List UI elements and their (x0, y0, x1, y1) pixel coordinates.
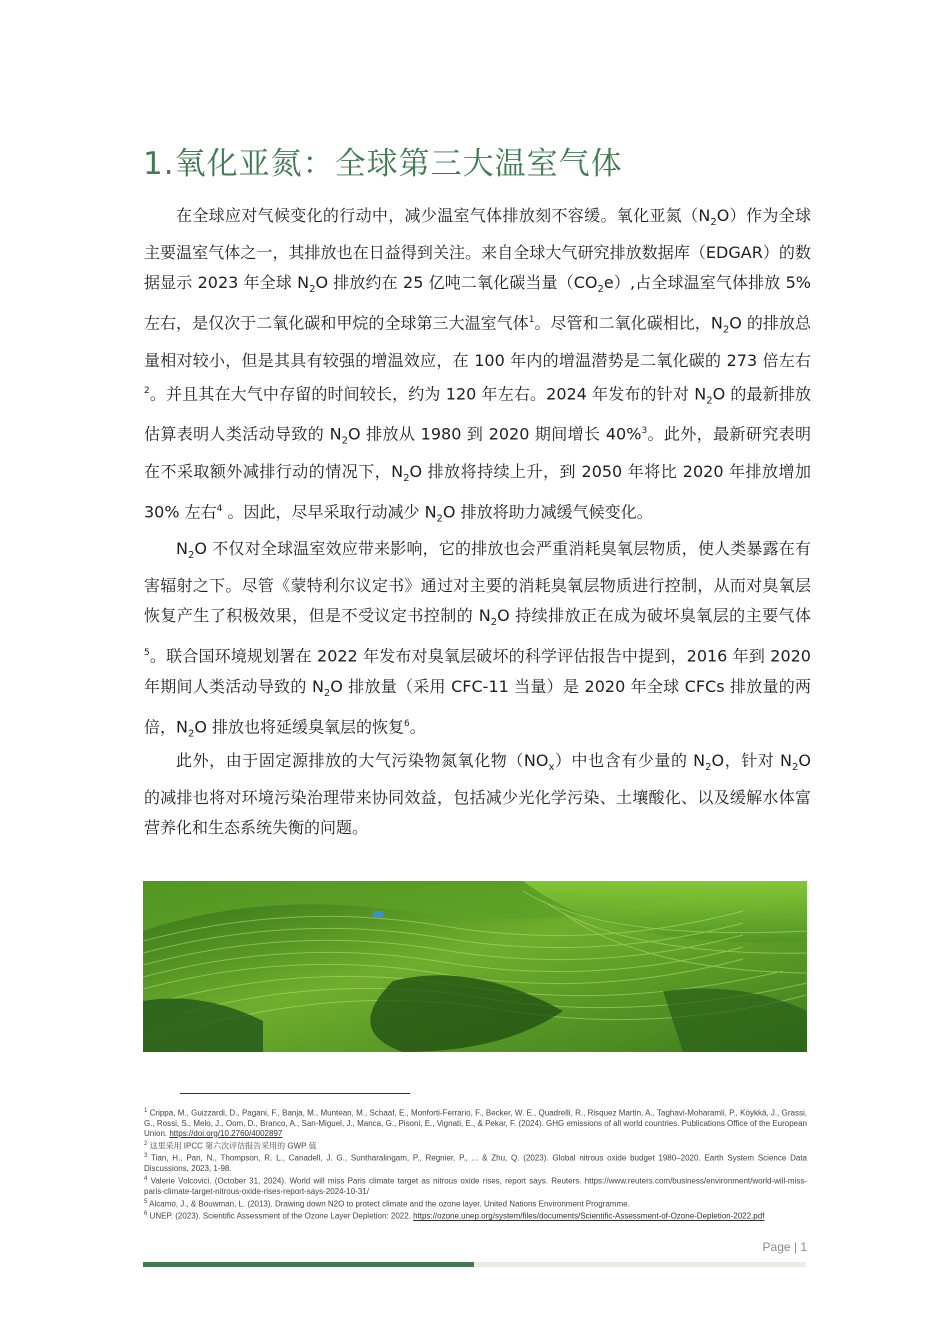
text-run: 此外，由于固定源排放的大气污染物氮氧化物（NO (176, 751, 549, 770)
subscript: 2 (341, 435, 348, 447)
subscript: 2 (187, 728, 195, 740)
footnote-link[interactable]: https://doi.org/10.2760/4002897 (169, 1128, 283, 1138)
footnote-text: Valerie Volcovici. (October 31, 2024). World will miss Paris climate target as nitrous oxide rises, report says. Reuters. https://www.reuters.com/business/environment/world-will-miss-paris-climate-target-nitrous-oxide-rises-report-says-2024-10-31/ (144, 1176, 807, 1196)
subscript: 2 (309, 284, 316, 296)
footnote (144, 1209, 807, 1222)
text-run: 。此外，最新研究表明在不采取额外减排行动的情况下，N (144, 424, 811, 481)
text-run: O 的最新排放估算表明人类活动导致的 N (144, 384, 811, 444)
footnote-number: 6 (144, 1211, 148, 1218)
text-run: N (176, 539, 188, 558)
subscript: 2 (722, 324, 730, 336)
footnote (144, 1106, 807, 1139)
footnote-text: 这里采用 IPCC 第六次评估报告采用的 GWP 值 (147, 1141, 317, 1151)
footnote-text: Crippa, M., Guizzardi, D., Pagani, F., Banja, M., Muntean, M., Schaaf, E., Monforti-Ferrario, F., Becker, W. E., Quadrelli, R., Risquez Martin, A., Taghavi-Moharamli, P., Köykkä, J., Grassi, G., Rossi, S., Melo, J., Oom, D., Branco, A., San-Miguel, J., Manca, G., Pisoni, E., Vignati, E., & Pekar, F. (2024). GHG emissions of all world countries. Publications Office of the European Union. (144, 1108, 807, 1138)
text-run: 在全球应对气候变化的行动中，减少温室气体排放刻不容缓。氧化亚氮（N (176, 206, 711, 225)
footnote-ref[interactable]: 2 (144, 385, 150, 396)
subscript: 2 (490, 617, 498, 629)
subscript: 2 (403, 473, 410, 485)
subscript: 2 (187, 550, 195, 562)
footnote-ref[interactable]: 5 (144, 648, 150, 659)
text-run: O 排放量（采用 CFC-11 当量）是 2020 年全球 CFCs 排放量的两倍，N (144, 676, 811, 737)
text-run: O 排放约在 25 亿吨二氧化碳当量（CO (315, 273, 598, 293)
text-run: 。并且其在大气中存留的时间较长，约为 120 年左右。2024 年发布的针对 N (149, 384, 707, 404)
text-run: 。联合国环境规划署在 2022 年发布对臭氧层破坏的科学评估报告中提到，2016 年到 2020 年期间人类活动导致的 N (144, 646, 811, 696)
text-run: O 持续排放正在成为破坏臭氧层的主要气体 (497, 606, 811, 626)
subscript: 2 (710, 217, 717, 229)
rice-terrace-photo (143, 881, 807, 1052)
page-number: Page | 1 (762, 1240, 807, 1254)
subscript: 2 (706, 395, 713, 407)
text-run: O 排放将持续上升，到 2050 年将比 2020 年排放增加 30% 左右 (144, 461, 811, 522)
text-run: 。尽管和二氧化碳相比，N (534, 313, 723, 333)
footer-bar-accent (143, 1262, 474, 1267)
subscript: x (548, 762, 555, 774)
subscript: 2 (323, 687, 331, 699)
footnote-ref[interactable]: 1 (528, 315, 535, 326)
footnote-ref[interactable]: 6 (404, 718, 410, 729)
footnote-number: 4 (144, 1175, 148, 1182)
text-run: O 排放也将延缓臭氧层的恢复 (194, 717, 405, 737)
footnote-number: 1 (144, 1108, 148, 1114)
subscript: 2 (705, 762, 712, 774)
footnote-divider (180, 1093, 410, 1094)
footnote-number: 5 (144, 1198, 148, 1205)
text-run: O 排放从 1980 到 2020 期间增长 40% (348, 424, 642, 444)
text-run: O 不仅对全球温室效应带来影响，它的排放也会严重消耗臭氧层物质，使人类暴露在有害辐射之下。尽管《蒙特利尔议定书》通过对主要的消耗臭氧层物质进行控制，从而对臭氧层恢复产生了积极效果，但是不受议定书控制的 N (144, 539, 811, 626)
footnotes (144, 1106, 807, 1222)
footnote-ref[interactable]: 3 (641, 426, 648, 437)
footnote-text: Alcamo, J., & Bouwman, L. (2013). Drawing down N2O to protect climate and the ozone layer. United Nations Environment Programme. (147, 1199, 630, 1209)
subscript: 2 (436, 513, 443, 525)
body-paragraph (144, 201, 811, 535)
text-run: 。因此，尽早采取行动减少 N (222, 502, 437, 522)
page-title: 1.氧化亚氮：全球第三大温室气体 (143, 146, 623, 182)
text-run: 。 (409, 717, 426, 737)
rice-terrace-image (143, 881, 807, 1052)
text-run: O，针对 N (711, 751, 793, 770)
text-run: O）作为全球主要温室气体之一，其排放也在日益得到关注。来自全球大气研究排放数据库（EDGAR）的数据显示 2023 年全球 N (144, 206, 811, 293)
text-run: e）,占全球温室气体排放 5%左右，是仅次于二氧化碳和甲烷的全球第三大温室气体 (144, 273, 811, 333)
footnote-text: Tian, H., Pan, N., Thompson, R. L., Canadell, J. G., Suntharalingam, P., Regnier, P., ... & Zhu, Q. (2023). Global nitrous oxide budget 1980–2020. Earth System Science Data Discussions, 2023, 1-98. (144, 1153, 807, 1173)
subscript: 2 (792, 762, 799, 774)
body-paragraph (144, 746, 811, 843)
text-run: O 的排放总量相对较小，但是其具有较强的增温效应，在 100 年内的增温潜势是二氧化碳的 273 倍左右 (144, 313, 811, 370)
footnote (144, 1174, 807, 1197)
footnote (144, 1151, 807, 1174)
footnote-number: 3 (144, 1153, 148, 1160)
footnote (144, 1139, 807, 1152)
footnote-ref[interactable]: 4 (216, 504, 223, 515)
subscript: 2 (597, 284, 604, 296)
footnote-text: UNEP. (2023). Scientific Assessment of the Ozone Layer Depletion: 2022. (147, 1211, 414, 1221)
text-run: O 排放将助力减缓气候变化。 (442, 502, 653, 522)
footnote-number: 2 (144, 1140, 148, 1147)
text-run: O 的减排也将对环境污染治理带来协同效益，包括减少光化学污染、土壤酸化、以及缓解水体富营养化和生态系统失衡的问题。 (144, 751, 811, 838)
footnote-link[interactable]: https://ozone.unep.org/system/files/documents/Scientific-Assessment-of-Ozone-Depletion-2022.pdf (413, 1211, 765, 1221)
text-run: ）中也含有少量的 N (554, 751, 706, 770)
body-paragraph (144, 534, 811, 749)
footer-bar-light (474, 1262, 806, 1267)
footnote (144, 1197, 807, 1210)
